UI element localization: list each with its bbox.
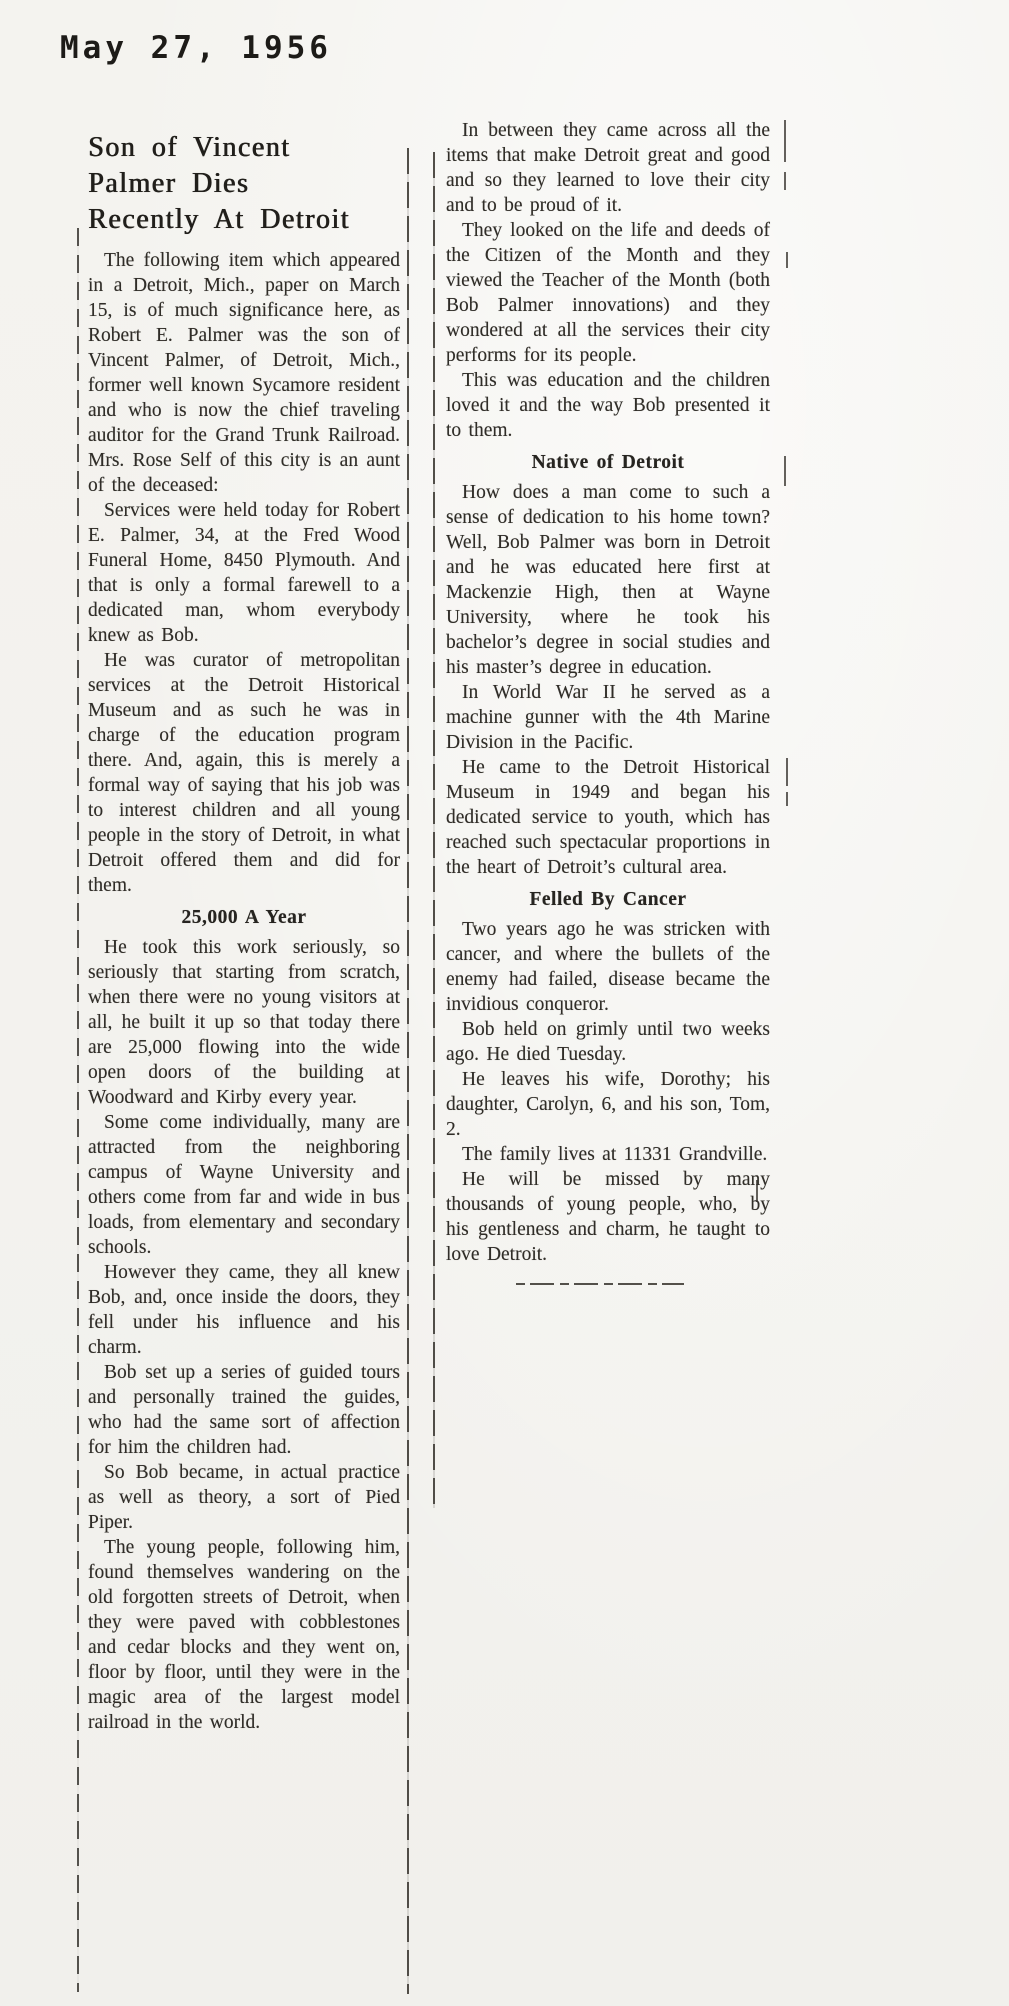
column-rule-middle-right — [433, 152, 435, 1508]
column-rule-middle — [407, 148, 409, 1994]
paragraph: In between they came across all the items that make Detroit great and good and so they learned to love their city and to be proud of it. — [446, 120, 770, 216]
headline-line-1: Son of Vincent — [88, 132, 291, 163]
paragraph: The young people, following him, found themselves wandering on the old forgotten streets of Detroit, when they were paved with cobblestones and cedar blocks and they went on, floor by floor, until they were in the magic area of the largest model railroad in the world. — [88, 1537, 400, 1733]
scan-artifact-mark — [784, 456, 786, 486]
headline-line-3: Recently At Detroit — [88, 204, 350, 235]
paragraph: Two years ago he was stricken with cancer, and where the bullets of the enemy had failed, disease became the invidious conqueror. — [446, 919, 770, 1015]
paragraph: In World War II he served as a machine gunner with the 4th Marine Division in the Pacific. — [446, 682, 770, 753]
paragraph: He leaves his wife, Dorothy; his daughter, Carolyn, 6, and his son, Tom, 2. — [446, 1069, 770, 1140]
scan-artifact-mark — [786, 252, 788, 268]
column-2-body — [446, 118, 770, 1267]
paragraph: They looked on the life and deeds of the Citizen of the Month and they viewed the Teacher of the Month (both Bob Palmer innovations) and they wondered at all the services their city performs for its people. — [446, 220, 770, 366]
section-heading: Felled By Cancer — [529, 889, 687, 910]
paragraph: He came to the Detroit Historical Museum in 1949 and began his dedicated service to youth, which has reached such spectacular proportions in the heart of Detroit’s cultural area. — [446, 757, 770, 878]
article-column-2 — [446, 118, 770, 1285]
scan-artifact-mark — [786, 792, 788, 806]
paragraph: He took this work seriously, so seriously that starting from scratch, when there were no young visitors at all, he built it up so that today there are 25,000 flowing into the wide open doors of the building at Woodward and Kirby every year. — [88, 937, 400, 1108]
paragraph: He was curator of metropolitan services at the Detroit Historical Museum and as such he was in charge of the education program there. And, again, this is merely a formal way of saying that his job was to interest children and all young people in the story of Detroit, in what Detroit offered them and did for them. — [88, 650, 400, 896]
scan-artifact-mark — [786, 758, 788, 786]
paragraph: This was education and the children loved it and the way Bob presented it to them. — [446, 370, 770, 441]
paragraph: Some come individually, many are attracted from the neighboring campus of Wayne University and others come from far and wide in bus loads, from elementary and secondary schools. — [88, 1112, 400, 1258]
article-end-divider — [516, 1283, 684, 1285]
paragraph: Services were held today for Robert E. Palmer, 34, at the Fred Wood Funeral Home, 8450 Plymouth. And that is only a formal farewell to a dedicated man, whom everybody knew as Bob. — [88, 500, 400, 646]
paragraph: However they came, they all knew Bob, and, once inside the doors, they fell under his influence and his charm. — [88, 1262, 400, 1358]
scan-artifact-mark — [784, 120, 786, 162]
date-line: May 27, 1956 — [60, 30, 332, 66]
paragraph: So Bob became, in actual practice as well as theory, a sort of Pied Piper. — [88, 1462, 400, 1533]
paragraph: Bob set up a series of guided tours and personally trained the guides, who had the same sort of affection for him the children had. — [88, 1362, 400, 1458]
paragraph: The following item which appeared in a Detroit, Mich., paper on March 15, is of much significance here, as Robert E. Palmer was the son of Vincent Palmer, of Detroit, Mich., former well known Sycamore resident and who is now the chief traveling auditor for the Grand Trunk Railroad. Mrs. Rose Self of this city is an aunt of the deceased: — [88, 250, 400, 496]
section-heading: Native of Detroit — [531, 452, 685, 473]
paragraph: How does a man come to such a sense of dedication to his home town? Well, Bob Palmer was born in Detroit and he was educated here first at Mackenzie High, then at Wayne University, where he took his bachelor’s degree in social studies and his master’s degree in education. — [446, 482, 770, 678]
headline — [88, 130, 400, 238]
paragraph: The family lives at 11331 Grandville. — [462, 1144, 768, 1165]
section-heading: 25,000 A Year — [181, 907, 307, 928]
paragraph: Bob held on grimly until two weeks ago. He died Tuesday. — [446, 1019, 770, 1065]
column-1-body — [88, 248, 400, 1735]
column-rule-left — [77, 228, 79, 1992]
paragraph: He will be missed by many thousands of young people, who, by his gentleness and charm, he taught to love Detroit. — [446, 1169, 770, 1265]
headline-line-2: Palmer Dies — [88, 168, 250, 199]
article-column-1 — [88, 130, 400, 1735]
scan-artifact-mark — [784, 172, 786, 190]
